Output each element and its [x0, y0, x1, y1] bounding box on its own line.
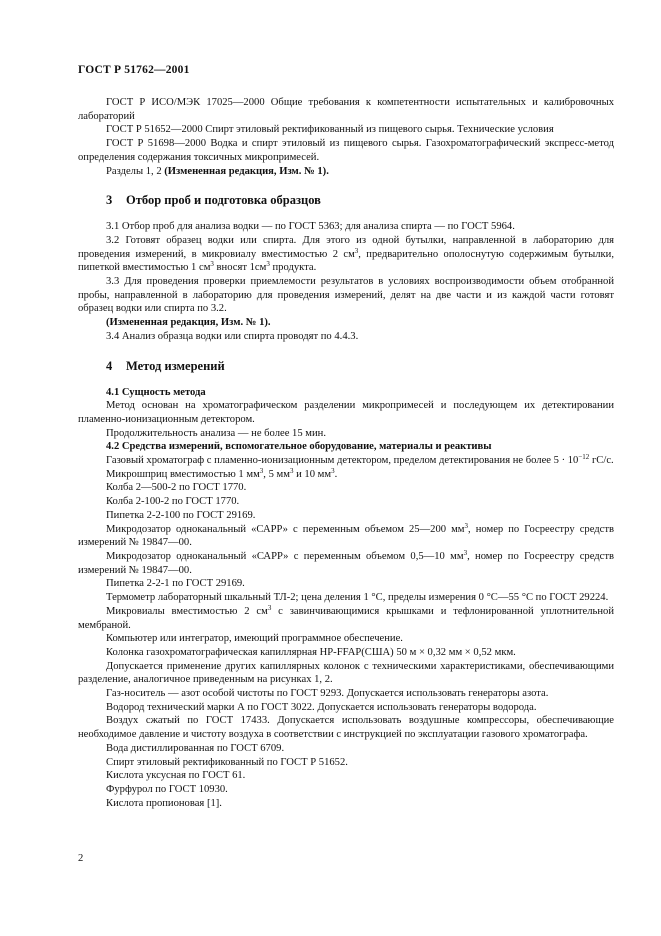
- document-code-header: ГОСТ Р 51762—2001: [78, 64, 190, 76]
- section-3-heading: [106, 192, 614, 208]
- item-column: Колонка газохроматографическая капиллярная HP-FFAP(США) 50 м × 0,32 мм × 0,52 мкм.: [106, 646, 516, 658]
- item-hydrogen: Водород технический марки А по ГОСТ 3022. Допускается использовать генераторы водорода.: [106, 701, 537, 713]
- vials-text-b: с завинчивающимися крышками и тефлонированной уплотнительной мембраной.: [78, 605, 614, 631]
- ref-gost-iso-17025: ГОСТ Р ИСО/МЭК 17025—2000 Общие требования к компетентности испытательных и калибровочных лабораторий: [78, 97, 614, 122]
- clause-3-2-text-c: вносят 1см: [213, 262, 267, 274]
- document-body: [78, 96, 614, 810]
- superscript: 3: [463, 548, 468, 557]
- gc-text-b: гС/с.: [589, 455, 614, 467]
- gc-text-a: Газовый хроматограф с пламенно-ионизационным детектором, пределом детектирования не более 5 · 10: [106, 455, 579, 467]
- superscript: 3: [464, 521, 469, 530]
- clause-3-4: 3.4 Анализ образца водки или спирта проводят по 4.4.3.: [106, 330, 359, 342]
- item-microdozer-0-5-10: [78, 550, 614, 577]
- syringe-text-d: .: [334, 468, 338, 480]
- clause-3-2-text-d: продукта.: [269, 262, 317, 274]
- superscript: 3: [289, 466, 294, 475]
- dozer1-text-b: , номер по Госреестру средств измерений № 19847—00.: [78, 523, 614, 549]
- superscript: 3: [354, 246, 359, 255]
- method-principle: Метод основан на хроматографическом разделении микропримесей и последующем их детектировании пламенно-ионизационным детектором.: [78, 400, 614, 425]
- item-propionic-acid: Кислота пропионовая [1].: [106, 797, 222, 809]
- section-4-heading: [106, 358, 614, 374]
- item-ethanol: Спирт этиловый ректификованный по ГОСТ Р 51652.: [106, 756, 348, 768]
- item-pipette-100: Пипетка 2-2-100 по ГОСТ 29169.: [106, 509, 256, 521]
- section-3-title: Отбор проб и подготовка образцов: [126, 193, 321, 208]
- item-furfural: Фурфурол по ГОСТ 10930.: [106, 783, 228, 795]
- section-3-amendment-note: (Измененная редакция, Изм. № 1).: [106, 317, 271, 329]
- superscript: 3: [266, 260, 270, 269]
- page-number: 2: [78, 853, 84, 864]
- clause-3-3: 3.3 Для проведения проверки приемлемости результатов в условиях воспроизводимости объем отобранной пробы, направленной в лабораторию для проведения измерений, делят на две части и из каждой части готовят образец водки или спирта по 3.2.: [78, 276, 614, 315]
- clause-3-2-text-b: , предварительно ополоснутую содержимым бутылки, пипеткой вместимостью 1 см: [78, 248, 614, 274]
- item-microdozer-25-200: [78, 523, 614, 550]
- dozer1-text-a: Микродозатор одноканальный «САРР» с переменным объемом 25—200 мм: [106, 523, 465, 535]
- refs-amendment-note: [78, 165, 614, 179]
- syringe-text-b: , 5 мм: [263, 468, 290, 480]
- superscript: 3: [259, 466, 264, 475]
- clause-3-1: 3.1 Отбор проб для анализа водки — по ГОСТ 5363; для анализа спирта — по ГОСТ 5964.: [106, 221, 515, 233]
- subsection-4-1-heading: 4.1 Сущность метода: [106, 386, 206, 398]
- item-microvials: [78, 605, 614, 632]
- analysis-duration: Продолжительность анализа — не более 15 мин.: [106, 427, 326, 439]
- ref-gost-51698: ГОСТ Р 51698—2000 Водка и спирт этиловый из пищевого сырья. Газохроматографический экспресс-метод определения содержания токсичных микропримесей.: [78, 138, 614, 163]
- section-4-title: Метод измерений: [126, 358, 225, 373]
- syringe-text-c: и 10 мм: [293, 468, 332, 480]
- vials-text-a: Микровиалы вместимостью 2 см: [106, 605, 268, 617]
- superscript: −12: [578, 453, 590, 462]
- item-gas-chromatograph: [78, 454, 614, 468]
- clause-3-2: [78, 234, 614, 275]
- item-flask-500: Колба 2—500-2 по ГОСТ 1770.: [106, 482, 247, 494]
- item-pipette-1: Пипетка 2-2-1 по ГОСТ 29169.: [106, 578, 245, 590]
- subsection-4-2-heading: 4.2 Средства измерений, вспомогательное оборудование, материалы и реактивы: [106, 441, 492, 453]
- superscript: 3: [210, 260, 214, 269]
- item-microsyringe: [78, 468, 614, 482]
- superscript: 3: [267, 603, 272, 612]
- section-3-number: 3: [106, 193, 113, 208]
- superscript: 3: [331, 466, 335, 475]
- refs-note-bold: (Измененная редакция, Изм. № 1).: [164, 165, 329, 177]
- item-carrier-gas: Газ-носитель — азот особой чистоты по ГОСТ 9293. Допускается использовать генераторы азота.: [106, 688, 549, 700]
- item-flask-100: Колба 2-100-2 по ГОСТ 1770.: [106, 496, 240, 508]
- item-acetic-acid: Кислота уксусная по ГОСТ 61.: [106, 770, 246, 782]
- item-column-alternatives: Допускается применение других капиллярных колонок с техническими характеристиками, обеспечивающими разделение, аналогичное приведенным на рисунках 1, 2.: [78, 660, 614, 686]
- refs-note-prefix: Разделы 1, 2: [106, 165, 165, 177]
- ref-gost-51652: ГОСТ Р 51652—2000 Спирт этиловый ректификованный из пищевого сырья. Технические условия: [106, 124, 554, 136]
- dozer2-text-a: Микродозатор одноканальный «САРР» с переменным объемом 0,5—10 мм: [106, 550, 464, 562]
- item-thermometer: Термометр лабораторный шкальный ТЛ-2; цена деления 1 °С, пределы измерения 0 °С—55 °С по ГОСТ 29224.: [106, 592, 609, 604]
- item-distilled-water: Вода дистиллированная по ГОСТ 6709.: [106, 742, 285, 754]
- syringe-text-a: Микрошприц вместимостью 1 мм: [106, 468, 260, 480]
- clause-3-2-text-a: 3.2 Готовят образец водки или спирта. Для этого из одной бутылки, направленной в лабораторию для проведения измерений, в микровиалу вместимостью 2 см: [78, 234, 614, 260]
- item-compressed-air: Воздух сжатый по ГОСТ 17433. Допускается использовать воздушные компрессоры, обеспечивающие необходимое давление и чистоту воздуха в соответствии с инструкцией по эксплуатации газового хроматографа.: [78, 715, 614, 741]
- dozer2-text-b: , номер по Госреестру средств измерений № 19847—00.: [78, 550, 615, 576]
- item-computer: Компьютер или интегратор, имеющий программное обеспечение.: [106, 633, 403, 645]
- section-4-number: 4: [106, 358, 113, 373]
